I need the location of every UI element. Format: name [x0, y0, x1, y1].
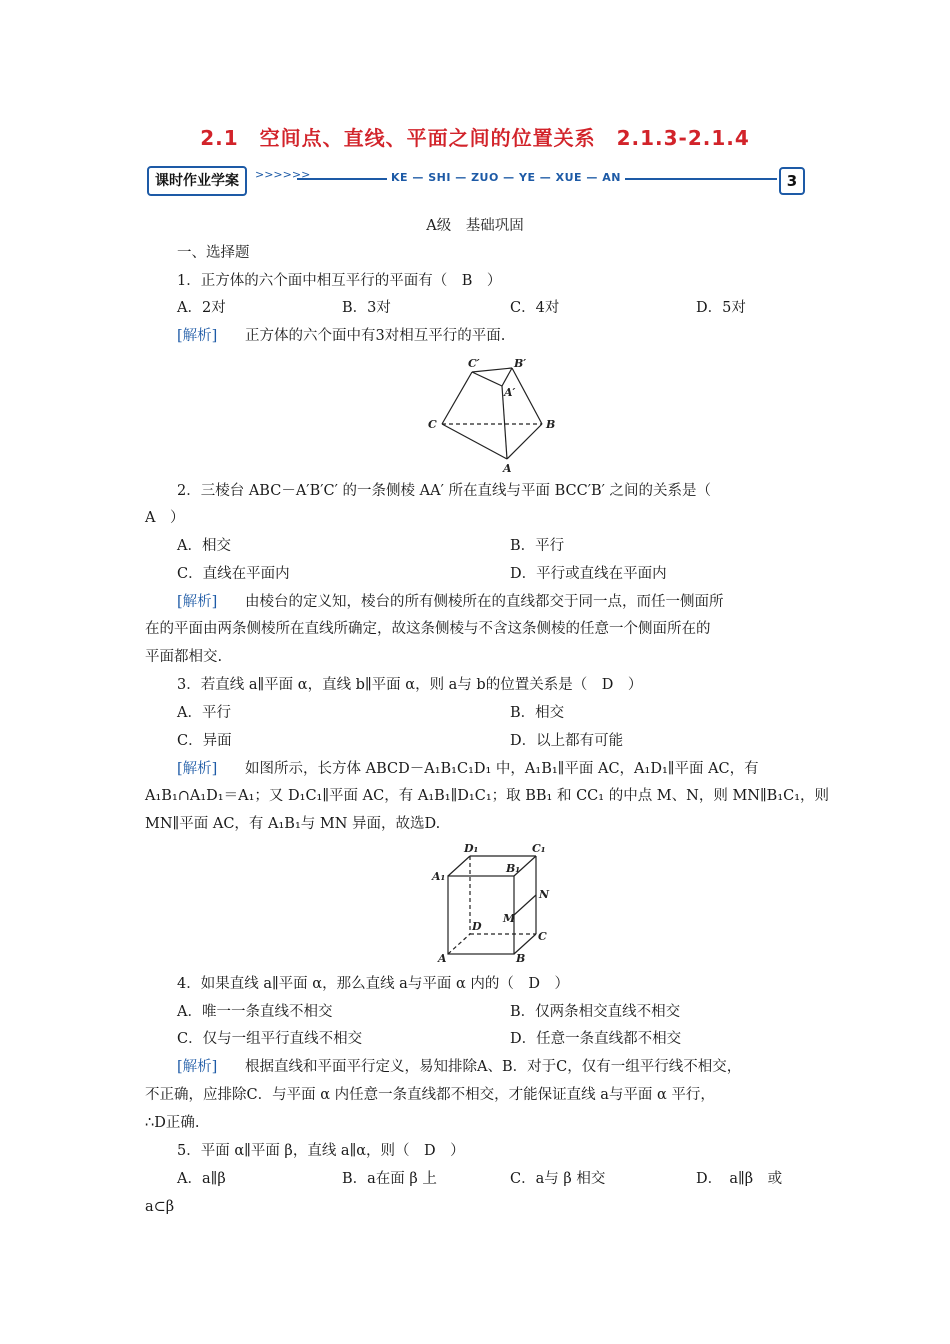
- label-c: C: [538, 930, 547, 943]
- label-m: M: [503, 912, 516, 925]
- q5-option-d-cont: a⊂β: [145, 1199, 175, 1215]
- q5-option-c: C．a与 β 相交: [510, 1171, 606, 1187]
- edge-cc1: [442, 372, 472, 424]
- q1-option-b: B．3对: [342, 300, 391, 316]
- level-heading: A级 基础巩固: [426, 218, 524, 234]
- label-a1: A₁: [432, 870, 446, 883]
- frustum-figure: [420, 354, 560, 476]
- label-a-prime: A′: [504, 386, 516, 399]
- q3-analysis-3: MN∥平面 AC，有 A₁B₁与 MN 异面，故选D.: [145, 816, 441, 832]
- edge-b1a1: [502, 368, 512, 386]
- label-d1: D₁: [464, 842, 479, 855]
- label-b: B: [516, 952, 526, 965]
- q5-option-d: D． a∥β 或: [696, 1171, 783, 1187]
- banner-pinyin: KE — SHI — ZUO — YE — XUE — AN: [387, 171, 625, 184]
- q4-analysis-tag: [解析]: [177, 1059, 218, 1075]
- q3-analysis-tag: [解析]: [177, 761, 218, 777]
- q2-stem-cont: A ）: [145, 510, 185, 526]
- label-b: B: [546, 418, 556, 431]
- banner-arrows: >>>>>>: [255, 168, 311, 181]
- label-d: D: [472, 920, 482, 933]
- cuboid-figure: [428, 842, 558, 966]
- q2-analysis-tag: [解析]: [177, 594, 218, 610]
- label-c: C: [428, 418, 437, 431]
- label-c1: C₁: [532, 842, 546, 855]
- homework-banner: [147, 164, 807, 196]
- q1-analysis-tag: [解析]: [177, 328, 218, 344]
- q4-option-c: C．仅与一组平行直线不相交: [177, 1031, 363, 1047]
- q2-analysis-2: 在的平面由两条侧棱所在直线所确定，故这条侧棱与不含这条侧棱的任意一个侧面所在的: [145, 621, 711, 637]
- label-a: A: [438, 952, 447, 965]
- label-n: N: [539, 888, 550, 901]
- q2-analysis-1: 由棱台的定义知，棱台的所有侧棱所在的直线都交于同一点，而任一侧面所: [245, 594, 724, 610]
- edge-ad-hidden: [448, 934, 470, 954]
- q4-analysis-1: 根据直线和平面平行定义，易知排除A、B．对于C，仅有一组平行线不相交，: [245, 1059, 742, 1075]
- q3-option-d: D．以上都有可能: [510, 733, 624, 749]
- q4-option-a: A．唯一一条直线不相交: [177, 1004, 333, 1020]
- edge-a1d1: [448, 856, 470, 876]
- q1-option-a: A．2对: [177, 300, 226, 316]
- section-heading: 一、选择题: [177, 245, 250, 261]
- q3-analysis-1: 如图所示，长方体 ABCD－A₁B₁C₁D₁ 中，A₁B₁∥平面 AC，A₁D₁∥平面 AC，有: [245, 761, 759, 777]
- q2-option-d: D．平行或直线在平面内: [510, 566, 667, 582]
- edge-bb1: [512, 368, 542, 424]
- q2-option-a: A．相交: [177, 538, 231, 554]
- banner-number: 3: [779, 167, 805, 195]
- q3-option-c: C．异面: [177, 733, 232, 749]
- label-b-prime: B′: [514, 357, 527, 370]
- q4-analysis-3: ∴D正确.: [145, 1115, 200, 1131]
- q4-stem: 4．如果直线 a∥平面 α，那么直线 a与平面 α 内的（ D ）: [177, 976, 569, 992]
- q2-option-b: B．平行: [510, 538, 565, 554]
- edge-ba: [507, 424, 542, 459]
- q1-stem: 1．正方体的六个面中相互平行的平面有（ B ）: [177, 273, 502, 289]
- q2-option-c: C．直线在平面内: [177, 566, 290, 582]
- q3-analysis-2: A₁B₁∩A₁D₁＝A₁；又 D₁C₁∥平面 AC，有 A₁B₁∥D₁C₁；取 BB₁ 和 CC₁ 的中点 M、N，则 MN∥B₁C₁，则: [145, 788, 830, 804]
- banner-label: 课时作业学案: [147, 166, 247, 196]
- q5-option-b: B．a在面 β 上: [342, 1171, 437, 1187]
- q1-analysis: 正方体的六个面中有3对相互平行的平面.: [245, 328, 506, 344]
- label-b1: B₁: [506, 862, 521, 875]
- page-title: 2.1 空间点、直线、平面之间的位置关系 2.1.3-2.1.4: [200, 126, 750, 150]
- edge-bc: [514, 934, 536, 954]
- label-a: A: [503, 462, 512, 475]
- q3-stem: 3．若直线 a∥平面 α，直线 b∥平面 α，则 a与 b的位置关系是（ D ）: [177, 677, 643, 693]
- q3-option-b: B．相交: [510, 705, 565, 721]
- q1-option-c: C．4对: [510, 300, 560, 316]
- q4-option-b: B．仅两条相交直线不相交: [510, 1004, 681, 1020]
- q5-option-a: A．a∥β: [177, 1171, 226, 1187]
- q4-option-d: D．任意一条直线都不相交: [510, 1031, 682, 1047]
- q4-analysis-2: 不正确，应排除C．与平面 α 内任意一条直线都不相交，才能保证直线 a与平面 α 平行，: [145, 1087, 715, 1103]
- q2-stem: 2．三棱台 ABC－A′B′C′ 的一条侧棱 AA′ 所在直线与平面 BCC′B′ 之间的关系是（: [177, 483, 712, 499]
- q2-analysis-3: 平面都相交.: [145, 649, 223, 665]
- edge-c1a1: [472, 372, 502, 386]
- q3-option-a: A．平行: [177, 705, 231, 721]
- q1-option-d: D．5对: [696, 300, 746, 316]
- label-c-prime: C′: [468, 357, 480, 370]
- q5-stem: 5．平面 α∥平面 β，直线 a∥α，则（ D ）: [177, 1143, 465, 1159]
- edge-ca: [442, 424, 507, 459]
- segment-mn: [514, 895, 536, 915]
